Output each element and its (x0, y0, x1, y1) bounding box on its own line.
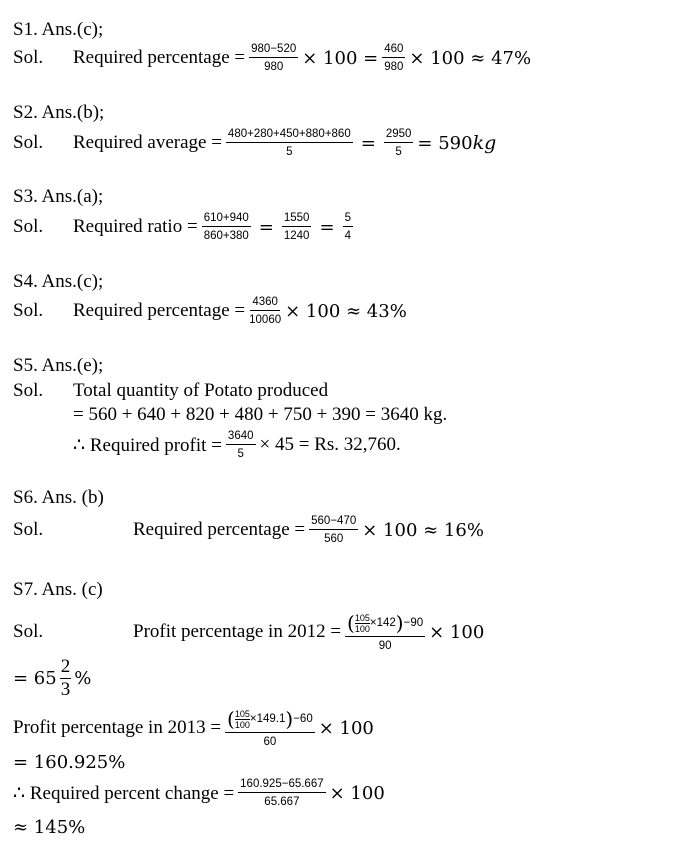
numerator: 980−520 (249, 43, 298, 58)
math-text: × 100 (429, 621, 485, 643)
denominator: 60 (263, 735, 277, 748)
s7-solution-2012 (13, 612, 484, 652)
s5-answer: S5. Ans.(e); (13, 355, 104, 376)
denominator: 100 (234, 719, 250, 730)
s6-solution (13, 515, 484, 545)
s7-result-2012 (13, 656, 91, 700)
s4-answer: S4. Ans.(c); (13, 271, 104, 292)
equals: = (258, 216, 274, 238)
s6-label: Required percentage = (133, 519, 306, 540)
s7-percent-change (13, 778, 385, 808)
numerator: 2950 (384, 128, 414, 143)
s7-answer: S7. Ans. (c) (13, 579, 103, 600)
s2-answer: S2. Ans.(b); (13, 102, 105, 123)
s3-label: Required ratio = (73, 216, 198, 237)
fraction (225, 709, 315, 748)
denominator: 90 (378, 639, 392, 652)
numerator: 105 (234, 708, 250, 719)
fraction (345, 613, 425, 652)
s5-text: Total quantity of Potato produced (73, 380, 329, 401)
math-text: = 590 (417, 132, 473, 154)
numerator: 3640 (226, 430, 256, 445)
fraction (226, 128, 353, 158)
denominator: 100 (354, 623, 370, 634)
numerator: 105 (354, 612, 370, 623)
s7-label-2013: Profit percentage in 2013 = (13, 717, 222, 738)
numerator: 2 (60, 655, 71, 677)
denominator: 4 (344, 230, 351, 242)
s5-label: ∴ Required profit = (73, 434, 222, 456)
denominator: 5 (286, 146, 293, 158)
s1-solution (13, 43, 531, 73)
math-text: % (74, 667, 92, 689)
math-text: × 100 (318, 717, 374, 739)
sol-label: Sol. (13, 216, 44, 237)
fraction (249, 43, 298, 73)
s1-label: Required percentage = (73, 47, 246, 68)
denominator: 560 (324, 533, 344, 545)
s1-answer: S1. Ans.(c); (13, 19, 104, 40)
fraction (384, 128, 414, 158)
numerator: 160.925−65.667 (238, 778, 325, 793)
math-text: −60 (293, 713, 313, 725)
s3-answer: S3. Ans.(a); (13, 186, 104, 207)
equals: = (319, 216, 335, 238)
sol-label: Sol. (13, 621, 44, 642)
s2-label: Required average = (73, 132, 222, 153)
sol-label: Sol. (13, 132, 44, 153)
math-text: × 100 = (302, 47, 379, 69)
denominator: 860+380 (203, 230, 249, 242)
s2-solution (13, 128, 496, 158)
fraction (60, 656, 72, 701)
fraction (202, 212, 251, 242)
fraction (343, 212, 353, 242)
denominator: 980 (264, 61, 284, 73)
denominator: 3 (60, 678, 71, 700)
denominator: 1240 (283, 230, 310, 242)
unit: kg (472, 132, 497, 154)
s7-label-change: ∴ Required percent change = (13, 782, 235, 804)
math-text: × 45 = Rs. 32,760. (259, 434, 401, 455)
sub-fraction (235, 709, 250, 730)
fraction (249, 296, 281, 326)
numerator: 480+280+450+880+860 (226, 128, 353, 143)
math-text: × 100 ≈ 47% (409, 47, 532, 69)
equals: = (360, 132, 376, 154)
numerator: ( $\frac{105}{100}$ ×142 ) −90 (347, 611, 424, 635)
numerator: 1550 (282, 212, 312, 227)
sol-label: Sol. (13, 47, 44, 68)
math-text: ×142 (369, 617, 396, 629)
fraction (226, 430, 256, 460)
denominator: 980 (384, 61, 404, 73)
math-text: × 100 ≈ 16% (362, 519, 484, 541)
fraction (309, 515, 358, 545)
numerator: 560−470 (309, 515, 358, 530)
numerator: 610+940 (202, 212, 251, 227)
s5-solution-line2: = 560 + 640 + 820 + 480 + 750 + 390 = 3640 kg. (73, 404, 448, 425)
denominator: 5 (395, 146, 402, 158)
s7-solution-2013 (13, 708, 374, 748)
denominator: 65.667 (264, 796, 300, 808)
s4-label: Required percentage = (73, 300, 246, 321)
math-text: × 100 (329, 782, 385, 804)
denominator: 10060 (249, 314, 282, 326)
math-text: ×149.1 (249, 713, 286, 725)
s7-result-2013: = 160.925% (13, 751, 126, 773)
fraction (382, 43, 405, 73)
fraction (282, 212, 312, 242)
numerator: 460 (382, 43, 405, 58)
s7-final-answer: ≈ 145% (13, 816, 86, 838)
sol-label: Sol. (13, 519, 44, 540)
numerator: 4360 (250, 296, 280, 311)
math-text: = 65 (13, 667, 57, 689)
fraction (238, 778, 325, 808)
sub-fraction (355, 613, 370, 634)
numerator: 5 (343, 212, 353, 227)
s5-solution-line3 (73, 430, 401, 460)
math-text: × 100 ≈ 43% (285, 300, 407, 322)
denominator: 5 (237, 448, 244, 460)
math-text: −90 (403, 617, 424, 629)
s7-label-2012: Profit percentage in 2012 = (133, 621, 342, 642)
s6-answer: S6. Ans. (b) (13, 487, 104, 508)
s3-solution (13, 212, 357, 242)
numerator: ( $\frac{105}{100}$ ×149.1 ) −60 (227, 707, 313, 731)
sol-label: Sol. (13, 300, 44, 321)
sol-label: Sol. (13, 380, 44, 401)
s4-solution (13, 296, 407, 326)
